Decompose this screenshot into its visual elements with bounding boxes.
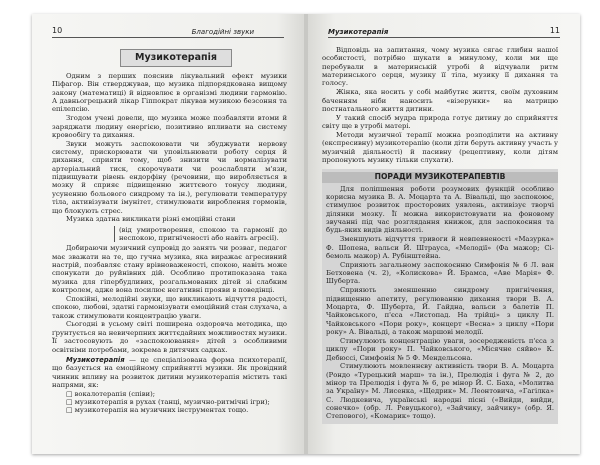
paragraph: Добираючи музичний супровід до занять чи розваг, педагог має зважати на те, що гучна музика, яка виражає агресивний настрій, позбавляє стану врівноваженості, спокою, навіть може спонукати до руйнівних дій. Особливо протипоказана така музика для гіпербудливих, розгальмованих дітей зі слабким контролем, адже вона посилює негативні прояви в поведінці.	[52, 244, 287, 295]
paragraph: У такий спосіб мудра природа готує дитину до сприйняття світу ще в утробі матері.	[322, 113, 558, 131]
highlight-text: (від умиротворення, спокою та гармонії до неспокою, пригніченості або навіть агресії).	[119, 225, 287, 243]
paragraph: Жінка, яка носить у собі майбутнє життя, своїм духовним баченням ніби наносить «візерунки» на матрицю постнатального життя дитини.	[322, 88, 558, 113]
tip-item: Сприяють зменшенню синдрому пригнічення, підвищенню апетиту, регулюванню дихання твори В. А. Моцарта, Ф. Шуберта, Й. Гайдна, вальси з балетів П. Чайковського, п'єса «Листопад. На трійці» з циклу П. Чайковського «Пори року», концерт «Весна» з циклу «Пори року» А. Вівальді, а також маршові мелодії.	[326, 286, 554, 336]
paragraph: Одним з перших пояснив лікувальний ефект музики Піфагор. Він стверджував, що музика підпорядкована вищому закону (математиці) й відновлює в організмі людини гармонію. А давньогрецький лікар Гіппократ лікував музикою безсоння та епілепсію.	[52, 72, 287, 114]
left-page-body	[52, 72, 287, 415]
definition	[52, 356, 287, 389]
tip-item: Для поліпшення роботи розумових функцій особливо корисна музика В. А. Моцарта та А. Вівальді, що заспокоює, стимулює розвиток просторових уявлень, активізує творчі ділянки мозку. Її можна використовувати на фоновому звучанні під час розглядання книжок, для заспокоєння та будь-яких видів діяльності.	[326, 184, 554, 235]
tip-item: Сприяють загальному заспокоєнню Симфонія № 6 Л. ван Бетховена (ч. 2), «Колискова» Й. Брамса, «Аве Марія» Ф. Шуберта.	[326, 260, 554, 286]
right-page-header	[328, 27, 560, 37]
page-number: 10	[52, 26, 63, 35]
left-page	[32, 14, 304, 454]
left-page-header	[52, 27, 284, 37]
definition-text: — це спеціалізована форма психотерапії, що базується на емоційному сприйнятті музики. Як провідний чинник впливу на розвиток дитини музикотерапія містить такі напрями, як:	[52, 355, 287, 389]
paragraph: Сьогодні в усьому світі поширена оздоровча методика, що ґрунтується на невичерпних життєдайних можливостях музики. Її застосовують до «заспокоювання» дітей з особливими освітніми потребами, зокрема в дитячих садках.	[52, 320, 287, 354]
paragraph: Музика здатна викликати різні емоційні стани	[66, 215, 236, 224]
paragraph: Звуки можуть заспокоювати чи збуджувати нервову систему, прискорювати чи уповільнювати роботу серця й дихання, сприяти тому, щоб знизити чи нормалізувати артеріальний тиск, скорочувати чи розслабляти м'язи, підвищувати рівень ендорфіну (речовини, що виробляється в мозку й сприяє підвищенню життєвого тонусу людини, усуненню больового синдрому та ін.), регулювати температуру тіла, активізувати імунітет, стимулювати вироблення гормонів, що блокують стрес.	[52, 139, 287, 215]
right-page	[308, 14, 580, 454]
page-number: 11	[549, 26, 560, 35]
book-spread	[32, 14, 580, 454]
definition-term: Музикотерапія	[66, 355, 125, 364]
right-page-body	[322, 46, 558, 424]
directions-list	[52, 390, 287, 415]
tip-item: Стимулюють мовленнєву активність твори В. А. Моцарта (Рондо «Турецький марш» та ін.), Прелюдія і фуга № 2, до мінор та Прелюдія і фуга № 6, ре мінор Й. С. Баха, «Молитва за Україну» М. Лисенка, «Щедрик» М. Леонтовича, «Гагілка» С. Людкевича, українські народні пісні («Вийди, вийди, сонечко» (обр. Л. Ревуцького), «Зайчику, зайчику» (обр. Я. Степового), «Комарик» тощо).	[326, 362, 554, 421]
header-rule	[52, 37, 284, 38]
list-item: □ вокалотерапія (співи);	[66, 389, 156, 398]
paragraph: Спокійні, мелодійні звуки, що викликають відчуття радості, спокою, любові, здатні гармонізувати емоційний стан слухача, а також стимулювати концентрацію уваги.	[52, 294, 287, 320]
paragraph: Методи музичної терапії можна розподілити на активну (експресивну) музикотерапію (коли діти беруть активну участь у музичній діяльності) й пасивну (рецептивну, коли дітям пропонують музику тільки слухати).	[322, 130, 558, 164]
tip-item: Стимулюють концентрацію уваги, зосередженість п'єса з циклу «Пори року» П. Чайковського, «Місячне сяйво» К. Дебюссі, Симфонія № 5 Ф. Мендельсона.	[326, 336, 554, 362]
header-rule	[328, 37, 560, 38]
section-title: Музикотерапія	[120, 49, 232, 67]
highlight-box	[114, 226, 287, 243]
tips-title: ПОРАДИ МУЗИКОТЕРАПЕВТІВ	[322, 172, 558, 182]
running-title: Музикотерапія	[328, 28, 389, 36]
paragraph: Згодом учені довели, що музика може позбавляти втоми й заряджати людину енергією, позитивно впливати на систему кровообігу та дихання.	[52, 114, 287, 139]
tip-item: Зменшують відчуття тривоги й невпевненості «Мазурка» Ф. Шопена, вальси Й. Штрауса, «Мелодії» (Фа мажор; Сі-бемоль мажор) А. Рубінштейна.	[326, 235, 554, 260]
list-item: □ музикотерапія в рухах (танці, музично-ритмічні ігри);	[66, 398, 270, 407]
list-item: □ музикотерапія на музичних інструментах тощо.	[66, 406, 249, 415]
paragraph: Відповідь на запитання, чому музика сягає глибин нашої особистості, потрібно шукати в минулому, коли ми ще перебували в материнській утробі й відчували ритм материнського серця, музику її тіла, музику її дихання та голосу.	[322, 46, 558, 88]
running-title: Благодійні звуки	[191, 28, 254, 36]
tips-box	[322, 169, 558, 424]
